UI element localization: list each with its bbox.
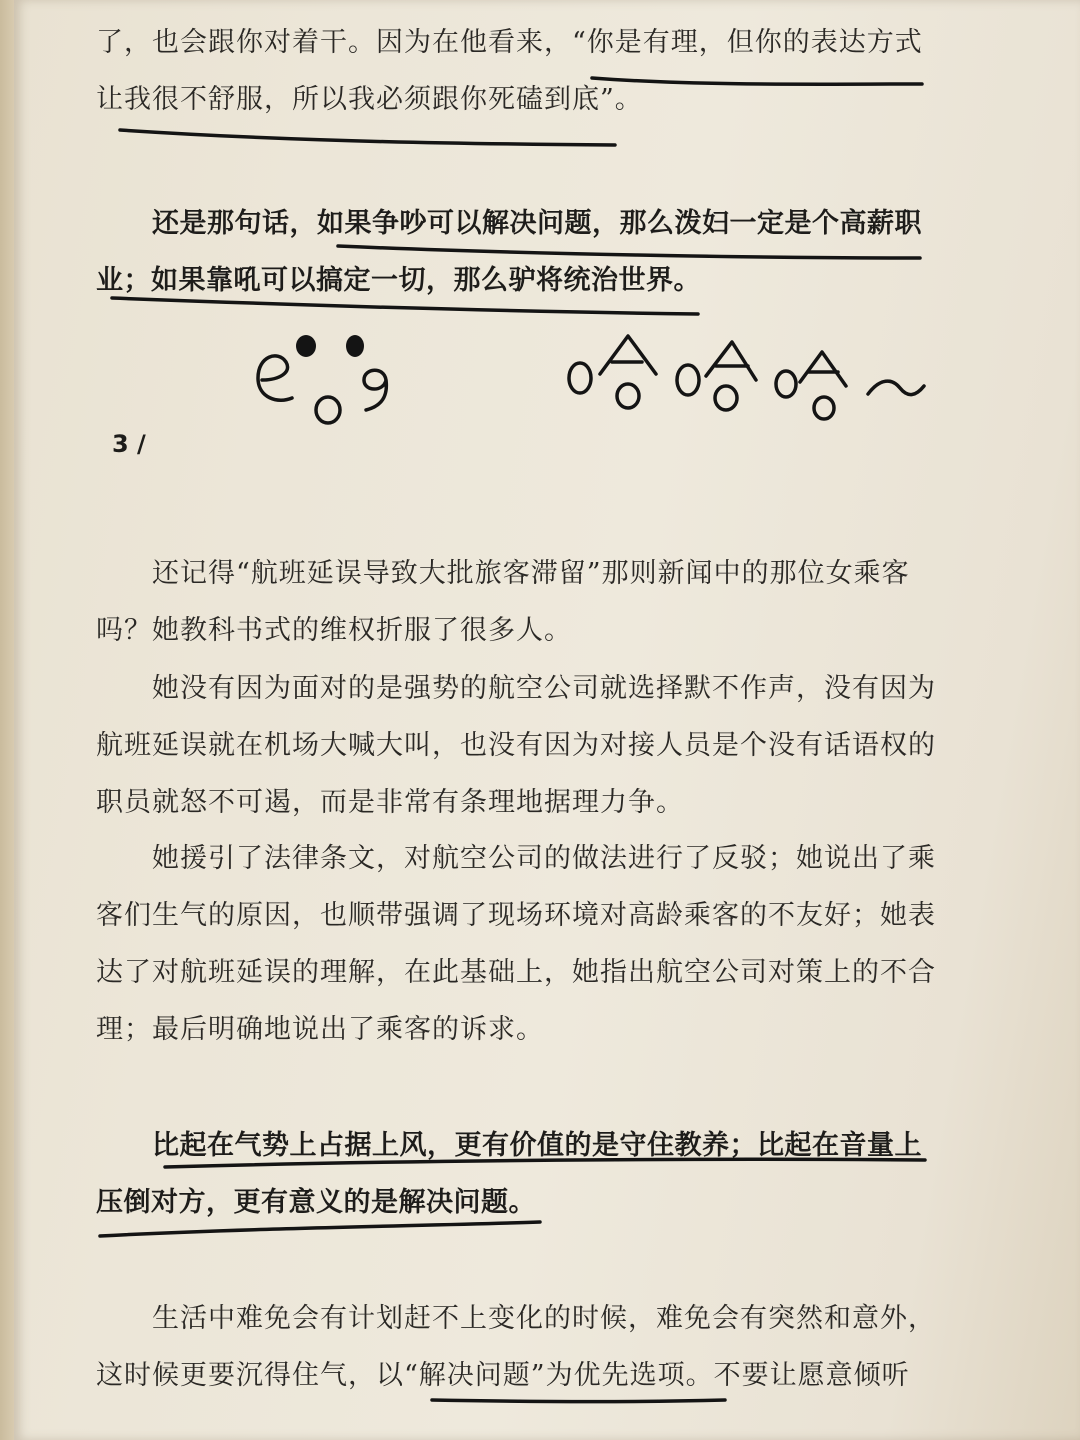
paragraph-2-bold: 还是那句话，如果争吵可以解决问题，那么泼妇一定是个高薪职业；如果靠吼可以搞定一切，那么驴将统治世界。 — [96, 208, 922, 296]
paragraph-3: 还记得“航班延误导致大批旅客滞留”那则新闻中的那位女乘客吗？她教科书式的维权折服了很多人。 — [96, 558, 910, 646]
section-number: 3 / — [112, 430, 146, 458]
paragraph-6-bold: 比起在气势上占据上风，更有价值的是守住教养；比起在音量上压倒对方，更有意义的是解决问题。 — [96, 1130, 922, 1218]
paragraph-5: 她援引了法律条文，对航空公司的做法进行了反驳；她说出了乘客们生气的原因，也顺带强调了现场环境对高龄乘客的不友好；她表达了对航班延误的理解，在此基础上，她指出航空公司对策上的不合理；最后明确地说出了乘客的诉求。 — [96, 843, 936, 1045]
paragraph-1: 了，也会跟你对着干。因为在他看来，“你是有理，但你的表达方式让我很不舒服，所以我必须跟你死磕到底”。 — [96, 27, 923, 115]
paragraph-4: 她没有因为面对的是强势的航空公司就选择默不作声，没有因为航班延误就在机场大喊大叫，也没有因为对接人员是个没有话语权的职员就怒不可遏，而是非常有条理地据理力争。 — [96, 673, 936, 818]
page-edge — [0, 0, 14, 1440]
paragraph-7: 生活中难免会有计划赶不上变化的时候，难免会有突然和意外，这时候更要沉得住气，以“解决问题”为优先选项。不要让愿意倾听 — [96, 1303, 936, 1391]
